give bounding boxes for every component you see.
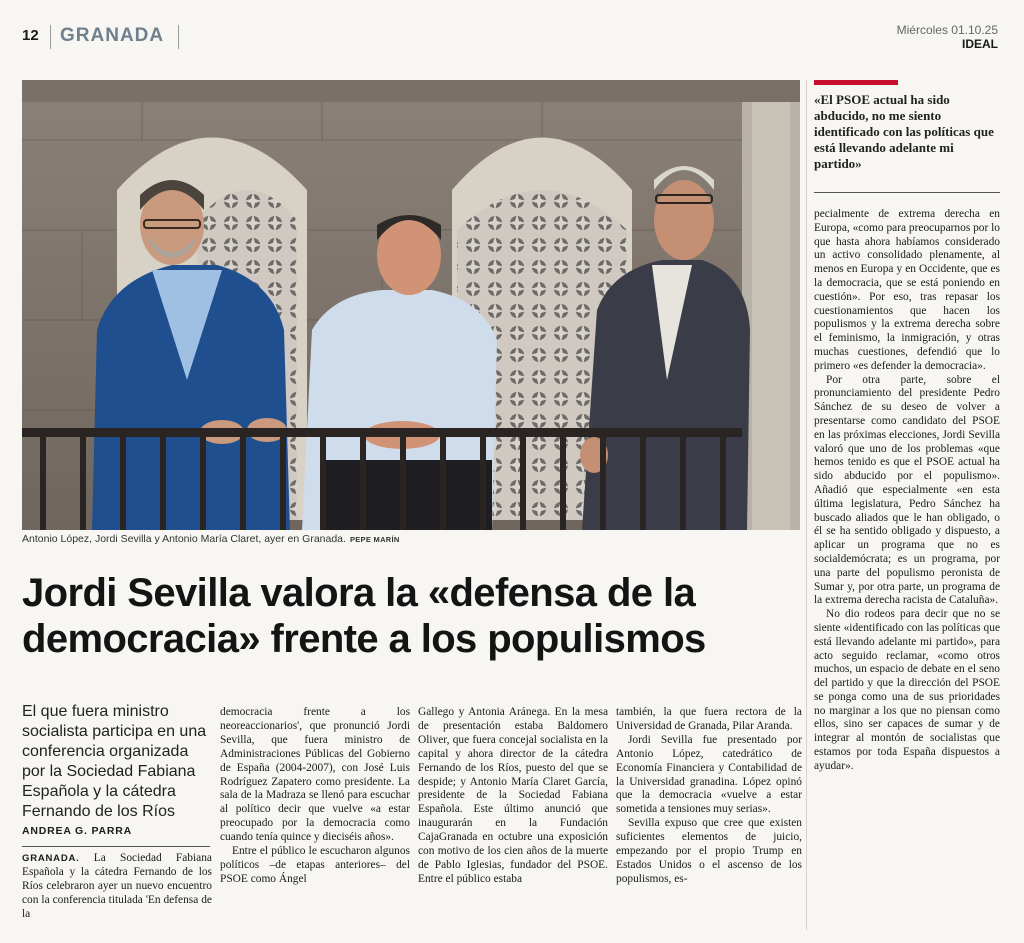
body-paragraph: No dio rodeos para decir que no se siente «identificado con las políticas que está llevando adelante mi partido», para acto seguido reclamar, «como otros muchos, un espacio de debate en el seno del partido y que la dirección del PSOE se ponga como una de sus prioridades no marginar a los que no piensan como ellos, sino ser capaces de sumar y de integrar al montón de socialistas que estamos por toda España dispuestos a ayudar». [814, 608, 1000, 772]
body-column-3 [418, 706, 608, 887]
body-paragraph: Entre el público le escucharon algunos políticos –de etapas anteriores– del PSOE como Ángel [220, 845, 410, 885]
article-subhead: El que fuera ministro socialista participa en una conferencia organizada por la Sociedad Fabiana Española y la cátedra Fernando de los Ríos [22, 703, 207, 820]
body-paragraph: Gallego y Antonia Aránega. En la mesa de presentación estaba Baldomero Oliver, que fuera concejal socialista en la capital y ahora director de la cátedra Fernando de los Ríos, puesto del que se despide; y Antonio María Claret García, presidente de la Sociedad Fabiana Española. Este último anunció que inaugurarán en la Fundación CajaGranada en octubre una exposición con motivo de los cien años de la muerte de Pablo Iglesias, fundador del PSOE. Entre el público estaba [418, 706, 608, 885]
body-paragraph: Sevilla expuso que cree que existen suficientes elementos de juicio, empezando por el propio Trump en Estados Unidos o el ascenso de los populismos, es- [616, 817, 802, 885]
dateline: GRANADA. [22, 853, 80, 864]
article-author: ANDREA G. PARRA [22, 825, 133, 837]
header-divider [178, 25, 179, 49]
body-paragraph: democracia frente a los neoreaccionarios', que pronunció Jordi Sevilla, que fuera ministro de Administraciones Públicas del Gobierno de España (2004-2007), con José Luis Rodríguez Zapatero como presidente. La sala de la Madraza se llenó para escuchar al político decir que vuelve «a estar preocupado por la democracia como cuando tenía quince y dieciséis años». [220, 706, 410, 844]
caption-text: Antonio López, Jordi Sevilla y Antonio María Claret, ayer en Granada. [22, 533, 346, 545]
author-divider [22, 846, 210, 847]
body-paragraph: Jordi Sevilla fue presentado por Antonio López, catedrático de Economía Financiera y Contabilidad de la Universidad granadina. López opinó que la democracia «vuelve a estar sometida a tensiones muy serias». [616, 733, 802, 816]
body-paragraph: también, la que fuera rectora de la Universidad de Granada, Pilar Aranda. [616, 706, 802, 732]
photo-caption [22, 533, 800, 545]
body-text: La Sociedad Fabiana Española y la cátedra Fernando de los Ríos celebraron ayer un nuevo encuentro con la conferencia titulada 'En defensa de la [22, 852, 212, 920]
newspaper-name: IDEAL [962, 37, 998, 51]
body-column-1 [22, 852, 212, 922]
article-headline: Jordi Sevilla valora la «defensa de la democracia» frente a los populismos [22, 571, 706, 661]
quote-divider [814, 192, 1000, 193]
photo-credit: PEPE MARÍN [349, 535, 400, 544]
body-paragraph: pecialmente de extrema derecha en Europa, «como para preocuparnos por lo que hasta ahora habíamos considerado un activo consolidado plenamente, al menos en Europa y en Occidente, que es la democracia, que se está poniendo en cuestión». Por eso, tras repasar los cuestionamientos que hacen los populismos y la extrema derecha sobre el feminismo, la inmigración, y otras muchas cuestiones, defendió que lo primero «es defender la democracia». [814, 208, 1000, 372]
column-divider [806, 80, 807, 930]
body-paragraph: Por otra parte, sobre el pronunciamiento del presidente Pedro Sánchez de su deseo de volver a presentarse como candidato del PSOE en las próximas elecciones, Jordi Sevilla valoró que uno de los problemas «que hemos tenido es que el PSOE actual ha sido abducido por el populismo». Añadió que especialmente «en esta última legislatura, Pedro Sánchez ha buscado aliados que le han obligado, o él se ha sentido obligado y dispuesto, a aplicar un programa que no es socialdemócrata; es un programa, por una parte del populismo peronista de Sumar y, por otra parte, un programa de la extrema derecha racista de Cataluña». [814, 373, 1000, 607]
issue-date: Miércoles 01.10.25 [896, 23, 998, 37]
section-title: GRANADA [60, 25, 165, 46]
header-divider [50, 25, 51, 49]
body-column-2 [220, 706, 410, 887]
pull-quote: «El PSOE actual ha sido abducido, no me siento identificado con las políticas que está llevando adelante mi partido» [814, 92, 994, 171]
page-number: 12 [22, 27, 39, 44]
article-photo [22, 80, 800, 530]
body-column-5 [814, 208, 1000, 774]
body-column-4 [616, 706, 802, 887]
quote-accent-bar [814, 80, 898, 85]
